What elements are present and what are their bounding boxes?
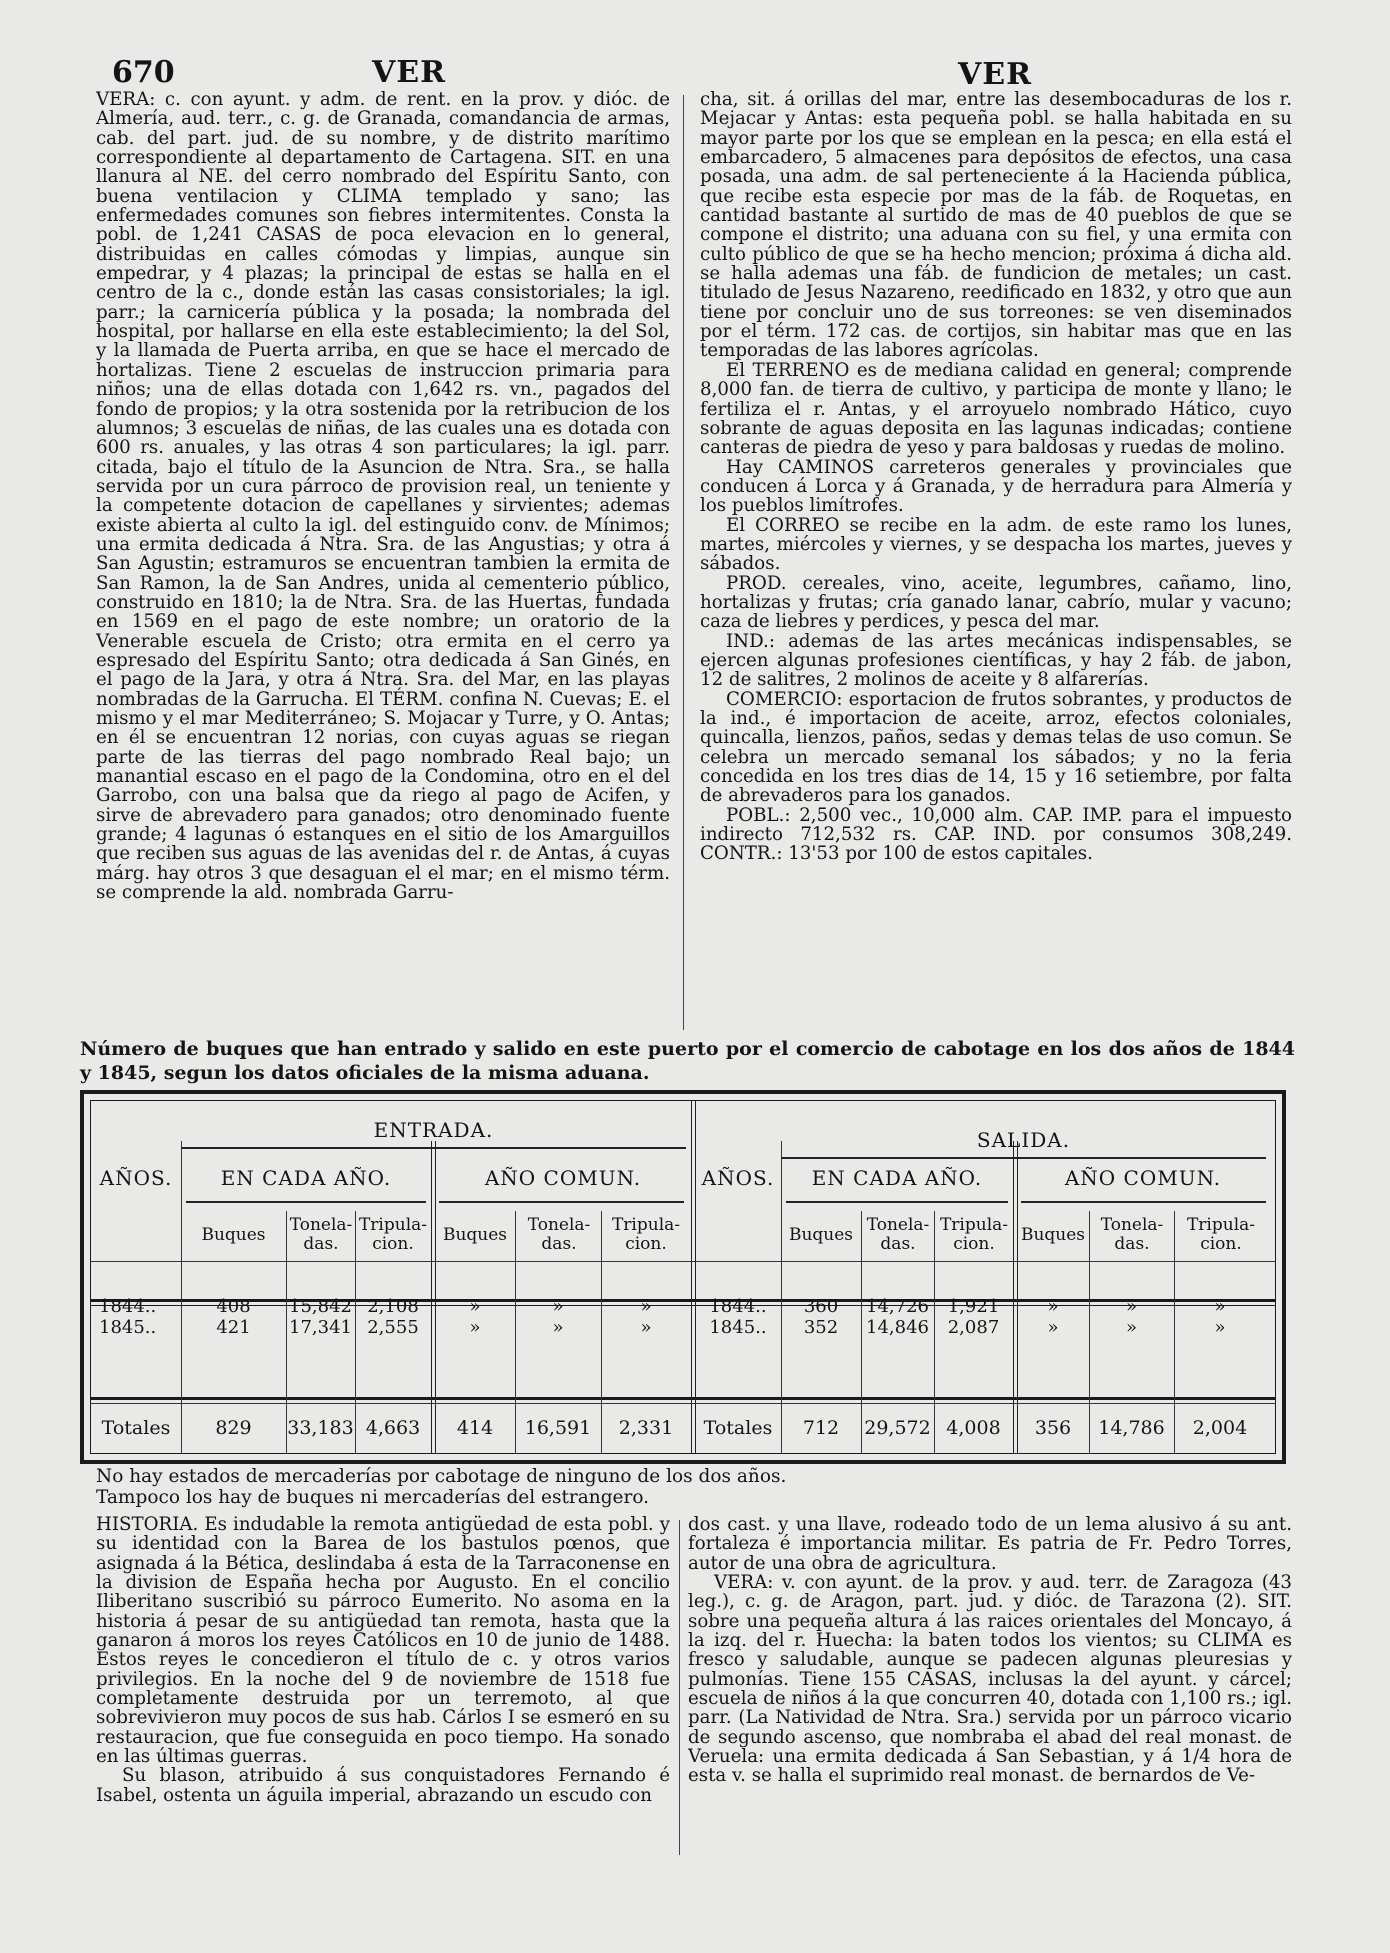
anos-heading: AÑOS. <box>99 1166 173 1190</box>
paragraph: VERA: v. con ayunt. de la prov. y aud. terr. de Zaragoza (43 leg.), c. g. de Aragon, part. jud. y dióc. de Tarazona (2). SIT. sobre una pequeña altura á las raices orientales del Moncayo, á la izq. del r. Huecha: la baten todos los vientos; su CLIMA es fresco y saludable, aunque se padecen algunas pleuresias y pulmonías. Tiene 155 CASAS, inclusas la del ayunt. y cárcel; escuela de niños á la que concurren 40, dotada con 1,100 rs.; igl. parr. (La Natividad de Ntra. Sra.) servida por un párroco vicario de segundo ascenso, que nombraba el abad del real monast. de Veruela: una ermita dedicada á San Sebastian, y á 1/4 hora de esta v. se halla el suprimido real monast. de bernardos de Ve- <box>688 1572 1292 1787</box>
cell: 712 <box>802 1417 840 1439</box>
cell: 408 <box>216 1296 251 1317</box>
cell: » <box>1125 1296 1137 1317</box>
paragraph: IND.: ademas de las artes mecánicas indispensables, se ejercen algunas profesiones científicas, y hay 2 fáb. de jabon, 12 de salitres, 2 molinos de aceite y 8 alfarerías. <box>700 630 1292 691</box>
col-tripulacion: Tripula-cion. <box>358 1215 428 1254</box>
totals-label: Totales <box>101 1417 171 1439</box>
page-number: 670 <box>112 55 175 90</box>
col-buques: Buques <box>788 1225 854 1245</box>
paragraph: Su blason, atribuido á sus conquistadores Fernando é Isabel, ostenta un águila imperial, abrazando un escudo con <box>96 1765 670 1806</box>
note: No hay estados de mercaderías por cabotage de ninguno de los dos años. <box>96 1466 787 1487</box>
en-cada-ano-brace <box>786 1201 1008 1203</box>
salida-brace <box>781 1157 1266 1159</box>
article-column-top-right <box>700 90 1292 1033</box>
en-cada-ano-brace <box>186 1201 426 1203</box>
article-column-bottom-right <box>688 1515 1292 1860</box>
table-notes <box>96 1466 1276 1508</box>
column-rule-bottom <box>679 1520 680 1855</box>
year-cell: 1845.. <box>709 1317 767 1338</box>
en-cada-ano-heading: EN CADA AÑO. <box>220 1166 392 1190</box>
cabotage-table <box>80 1090 1286 1464</box>
cell: » <box>1047 1296 1059 1317</box>
col-buques: Buques <box>442 1225 508 1245</box>
col-toneladas: Tonela-das. <box>866 1215 930 1254</box>
cell: 2,108 <box>367 1296 419 1317</box>
cell: 17,341 <box>289 1317 352 1338</box>
running-head-right: VER <box>958 57 1033 92</box>
paragraph: cha, sit. á orillas del mar, entre las desembocaduras de los r. Mejacar y Antas: esta pequeña pobl. se halla habitada en su mayor parte por los que se emplean en la pesca; en ella está el embarcadero, 5 almacenes para depósitos de efectos, una casa posada, una adm. de sal perteneciente á la Hacienda pública, que recibe esta especie por mas de la fáb. de Roquetas, en cantidad bastante al surtido de mas de 40 pueblos de que se compone el distrito; una aduana con su fiel, y una ermita con culto público de que se ha hecho mencion; próxima á dicha ald. se halla ademas una fáb. de fundicion de metales; un cast. titulado de Jesus Nazareno, reedificado en 1832, y otro que aun tiene por concluir uno de sus torreones: se ven diseminados por el térm. 172 cas. de cortijos, sin habitar mas que en las temporadas de las labores agrícolas. <box>700 90 1292 362</box>
cell: 4,663 <box>365 1417 421 1439</box>
col-tripulacion: Tripula-cion. <box>611 1215 681 1254</box>
cell: » <box>552 1317 564 1338</box>
entrada-heading: ENTRADA. <box>373 1118 494 1142</box>
ano-comun-heading: AÑO COMUN. <box>484 1166 642 1190</box>
cell: 14,726 <box>866 1296 929 1317</box>
cell: » <box>1214 1296 1226 1317</box>
ano-comun-heading: AÑO COMUN. <box>1064 1166 1222 1190</box>
cell: 2,331 <box>618 1417 674 1439</box>
column-rule-top <box>683 95 684 1030</box>
cell: 15,842 <box>289 1296 352 1317</box>
ano-comun-brace <box>1021 1201 1266 1203</box>
cell: » <box>552 1296 564 1317</box>
cell: » <box>1214 1317 1226 1338</box>
col-tripulacion: Tripula-cion. <box>939 1215 1009 1254</box>
paragraph: COMERCIO: esportacion de frutos sobrantes, y productos de la ind., é importacion de aceite, arroz, efectos coloniales, quincalla, lienzos, paños, sedas y demas telas de uso comun. Se celebra un mercado semanal los sábados; y no la feria concedida en los tres dias de 14, 15 y 16 setiembre, por falta de abrevaderos para los ganados. <box>700 688 1292 807</box>
cell: 14,786 <box>1098 1417 1165 1439</box>
anos-heading: AÑOS. <box>701 1166 775 1190</box>
cell: 29,572 <box>864 1417 931 1439</box>
totals-label: Totales <box>703 1417 773 1439</box>
cell: » <box>640 1317 652 1338</box>
cell: 421 <box>216 1317 251 1338</box>
cell: 829 <box>215 1417 252 1439</box>
ano-comun-brace <box>439 1201 684 1203</box>
col-buques: Buques <box>201 1225 266 1245</box>
col-buques: Buques <box>1020 1225 1086 1245</box>
cell: » <box>469 1317 481 1338</box>
cell: » <box>1125 1317 1137 1338</box>
salida-heading: SALIDA. <box>976 1128 1071 1152</box>
cell: 33,183 <box>287 1417 354 1439</box>
cell: » <box>469 1296 481 1317</box>
cell: » <box>640 1296 652 1317</box>
cell: » <box>1047 1317 1059 1338</box>
cell: 2,555 <box>367 1317 419 1338</box>
paragraph: El CORREO se recibe en la adm. de este ramo los lunes, martes, miércoles y viernes, y se despacha los martes, jueves y sábados. <box>700 514 1292 575</box>
year-cell: 1844.. <box>709 1296 767 1317</box>
paragraph: Hay CAMINOS carreteros generales y provinciales que conducen á Lorca y á Granada, y de herradura para Almería y los pueblos limítrofes. <box>700 456 1292 517</box>
paragraph: HISTORIA. Es indudable la remota antigüedad de esta pobl. y su identidad con la Barea de los bastulos pœnos, que asignada á la Bética, deslindaba á esta de la Tarraconense en la division de España hecha por Augusto. En el concilio Iliberitano suscribió su párroco Eumerito. No asoma en la historia á pesar de su antigüedad tan remota, hasta que la ganaron á moros los reyes Católicos en 10 de junio de 1488. Estos reyes le concedieron el título de c. y otros varios privilegios. En la noche del 9 de noviembre de 1518 fue completamente destruida por un terremoto, al que sobrevivieron muy pocos de sus hab. Cárlos I se esmeró en su restauracion, que fue conseguida en poco tiempo. Ha sonado en las últimas guerras. <box>96 1515 670 1768</box>
header-rule <box>91 1261 1275 1262</box>
col-toneladas: Tonela-das. <box>1100 1215 1164 1254</box>
paragraph: POBL.: 2,500 vec., 10,000 alm. CAP. IMP. para el impuesto indirecto 712,532 rs. CAP. IND. por consumos 308,249. CONTR.: 13'53 por 100 de estos capitales. <box>700 804 1292 865</box>
col-toneladas: Tonela-das. <box>289 1215 353 1254</box>
note: Tampoco los hay de buques ni mercaderías del estrangero. <box>96 1487 650 1508</box>
col-tripulacion: Tripula-cion. <box>1186 1215 1256 1254</box>
cell: 352 <box>803 1317 839 1338</box>
cell: 4,008 <box>946 1417 1001 1439</box>
cell: 360 <box>803 1296 839 1317</box>
paragraph: dos cast. y una llave, rodeado todo de un lema alusivo á su ant. fortaleza é importancia militar. Es patria de Fr. Pedro Torres, autor de una obra de agricultura. <box>688 1515 1292 1574</box>
article-column-top-left <box>96 90 670 1033</box>
paragraph: El TERRENO es de mediana calidad en general; comprende 8,000 fan. de tierra de cultivo, y participa de monte y llano; le fertiliza el r. Antas, y el arroyuelo nombrado Hático, cuyo sobrante de aguas deposita en las lagunas indicadas; contiene canteras de piedra de yeso y para baldosas y ruedas de molino. <box>700 359 1292 459</box>
cell: 2,004 <box>1192 1417 1248 1439</box>
entrada-brace <box>181 1147 686 1149</box>
cell: 2,087 <box>947 1317 1000 1338</box>
article-column-bottom-left <box>96 1515 670 1860</box>
paragraph: PROD. cereales, vino, aceite, legumbres, cañamo, lino, hortalizas y frutas; cría ganado lanar, cabrío, mular y vacuno; caza de liebres y perdices, y pesca del mar. <box>700 572 1292 633</box>
table-inner-frame <box>90 1100 1276 1454</box>
totals-rule <box>91 1397 1275 1400</box>
col-toneladas: Tonela-das. <box>527 1215 591 1254</box>
cell: 14,846 <box>866 1317 929 1338</box>
running-head-left: VER <box>372 55 447 90</box>
en-cada-ano-heading: EN CADA AÑO. <box>811 1166 983 1190</box>
cell: 16,591 <box>524 1417 592 1439</box>
paragraph: VERA: c. con ayunt. y adm. de rent. en la prov. y dióc. de Almería, aud. terr., c. g. de Granada, comandancia de armas, cab. del part. jud. de su nombre, y de distrito marítimo correspondiente al departamento de Cartagena. SIT. en una llanura al NE. del cerro nombrado del Espíritu Santo, con buena ventilacion y CLIMA templado y sano; las enfermedades comunes son fiebres intermitentes. Consta la pobl. de 1,241 CASAS de poca elevacion en lo general, distribuidas en calles cómodas y limpias, aunque sin empedrar, y 4 plazas; la principal de estas se halla en el centro de la c., donde están las casas consistoriales; la igl. parr.; la carnicería pública y la posada; la nombrada del hospital, por hallarse en ella este establecimiento; la del Sol, y la llamada de Puerta arriba, en que se hace el mercado de hortalizas. Tiene 2 escuelas de instruccion primaria para niños; una de ellas dotada con 1,642 rs. vn., pagados del fondo de propios; y la otra sostenida por la retribucion de los alumnos; 3 escuelas de niñas, de las cuales una es dotada con 600 rs. anuales, y las otras 4 son particulares; la igl. parr. citada, bajo el título de la Asuncion de Ntra. Sra., se halla servida por un cura párroco de provision real, un teniente y la competente dotacion de capellanes y sirvientes; ademas existe abierta al culto la igl. del estinguido conv. de Mínimos; una ermita dedicada á Ntra. Sra. de las Angustias; y otra á San Agustin; estramuros se encuentran tambien la ermita de San Ramon, la de San Andres, unida al cementerio público, construido en 1810; la de Ntra. Sra. de las Huertas, fundada en 1569 en el pago de este nombre; un oratorio de la Venerable escuela de Cristo; otra ermita en el cerro ya espresado del Espíritu Santo; otra dedicada á San Ginés, en el pago de la Jara, y otra á Ntra. Sra. del Mar, en las playas nombradas de la Garrucha. El TÉRM. confina N. Cuevas; E. el mismo y el mar Mediterráneo; S. Mojacar y Turre, y O. Antas; en él se encuentran 12 norias, con cuyas aguas se riegan parte de las tierras del pago nombrado Real bajo; un manantial escaso en el pago de la Condomina, otro en el del Garrobo, con una balsa que da riego al pago de Acifen, y sirve de abrevadero para ganados; otro denominado fuente grande; 4 lagunas ó estanques en el sitio de los Amarguillos que reciben sus aguas de las avenidas del r. de Antas, á cuyas márg. hay otros 3 que desaguan el el mar; en el mismo térm. se comprende la ald. nombrada Garru- <box>96 90 670 904</box>
cell: 1,921 <box>947 1296 1000 1317</box>
section-divider-double <box>691 1101 696 1453</box>
cell: 414 <box>456 1417 494 1439</box>
year-cell: 1844.. <box>99 1296 157 1317</box>
totals-rule-thin <box>91 1403 1275 1404</box>
cell: 356 <box>1034 1417 1072 1439</box>
year-cell: 1845.. <box>99 1317 157 1338</box>
table-caption: Número de buques que han entrado y salido en este puerto por el comercio de cabotage en los dos años de 1844 y 1845, segun los datos oficiales de la misma aduana. <box>80 1038 1295 1084</box>
